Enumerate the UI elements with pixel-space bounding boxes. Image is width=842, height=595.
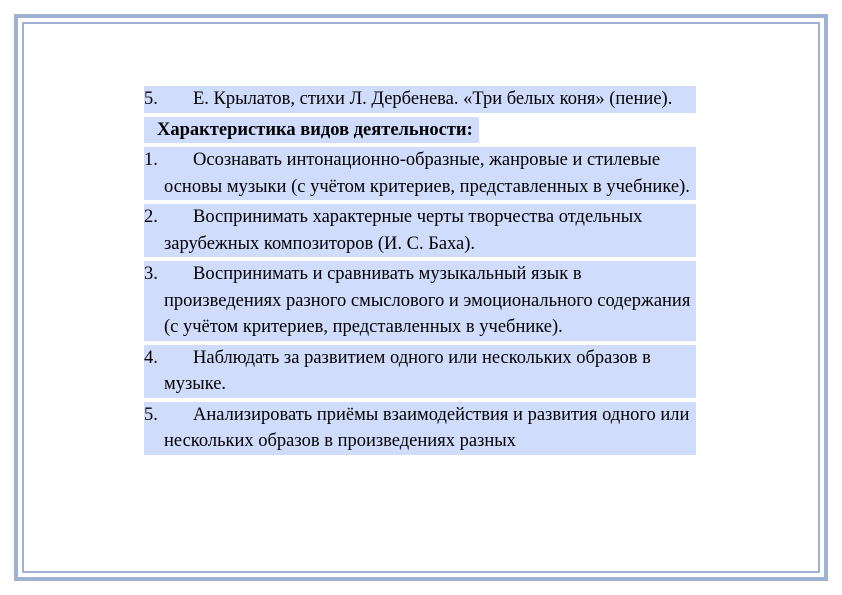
repertoire-item	[144, 86, 696, 113]
item-number: 4.	[144, 347, 158, 368]
item-text: Наблюдать за развитием одного или нескольких образов в музыке.	[164, 347, 651, 394]
item-text: Воспринимать характерные черты творчества отдельных зарубежных композиторов (И. С. Баха).	[164, 207, 643, 254]
slide-content	[144, 86, 696, 455]
item-number: 3.	[144, 264, 158, 284]
item-text: Анализировать приёмы взаимодействия и развития одного или нескольких образов в произведениях разных	[164, 404, 690, 451]
activity-item	[144, 345, 696, 398]
item-text: Е. Крылатов, стихи Л. Дербенева. «Три белых коня» (пение).	[193, 89, 673, 109]
activity-item	[144, 204, 696, 257]
item-number: 2.	[144, 207, 158, 227]
item-text: Воспринимать и сравнивать музыкальный язык в произведениях разного смыслового и эмоционального содержания (с учётом критериев, представленных в учебнике).	[164, 264, 691, 337]
item-number: 5.	[144, 404, 158, 425]
item-text: Осознавать интонационно-образные, жанровые и стилевые основы музыки (с учётом критериев, представленных в учебнике).	[164, 150, 690, 197]
activity-item	[144, 402, 696, 455]
item-number: 5.	[144, 89, 158, 109]
item-number: 1.	[144, 150, 158, 170]
activity-item	[144, 147, 696, 200]
section-heading: Характеристика видов деятельности:	[144, 117, 479, 144]
activity-item	[144, 261, 696, 341]
